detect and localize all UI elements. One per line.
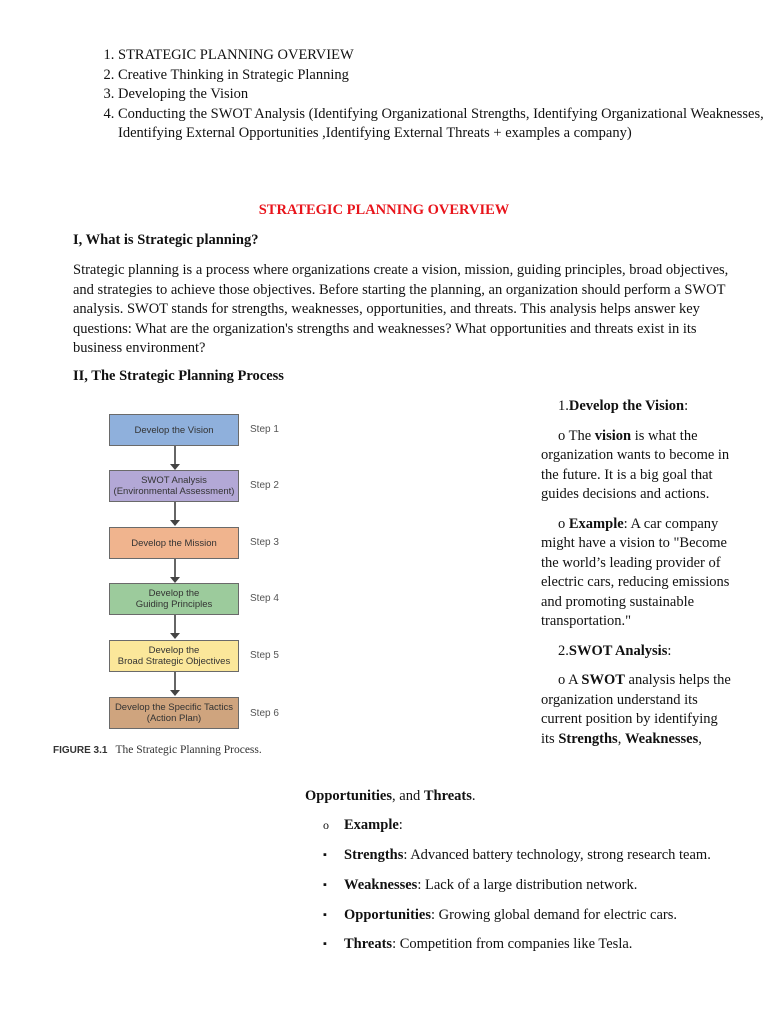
right-column — [541, 397, 731, 749]
step-4-sublabel: Guiding Principles — [135, 599, 213, 610]
toc-item: 1. STRATEGIC PLANNING OVERVIEW — [118, 46, 768, 66]
step-5-label: Develop the — [148, 645, 200, 656]
swot-paragraph-continued — [305, 787, 476, 807]
vision-title: Develop the Vision — [568, 398, 685, 414]
vision-example-text: : A car company might have a vision to "Become the world’s leading provider of electric cars, reducing emissions and promoting sustainable transportation." — [541, 515, 730, 629]
step-6-sublabel: (Action Plan) — [146, 713, 202, 724]
step-3-box — [109, 527, 239, 559]
question-1-paragraph: Strategic planning is a process where organizations create a vision, mission, guiding principles, broad objectives, and strategies to achieve those objectives. Before starting the planning, an organization should perform a SWOT analysis. SWOT stands for strengths, weaknesses, opportunities, and threats. This analysis helps answer key questions: What are the organization's strengths and weaknesses? What opportunities and threats exist in its business environment? — [73, 262, 729, 356]
bullet-o-icon: o — [558, 672, 566, 688]
step-4-box — [109, 583, 239, 615]
swot-and: , and — [392, 788, 424, 804]
swot-colon: : — [667, 642, 672, 659]
swot-text-post: analysis helps the organization understand its current position by identifying its — [541, 672, 731, 747]
vision-text-pre: The — [568, 427, 595, 444]
square-bullet-icon: ▪ — [323, 849, 327, 861]
arrow-down-icon — [170, 633, 180, 639]
table-of-contents — [72, 46, 768, 144]
planning-process-figure — [48, 403, 308, 763]
step-4-number: Step 4 — [250, 593, 279, 604]
vision-example — [541, 515, 731, 632]
list-item-label: Opportunities — [344, 907, 432, 923]
vision-paragraph — [541, 427, 731, 505]
swot-text-pre: A — [568, 672, 582, 688]
vision-text-post: is what the organization wants to become in the future. It is a big goal that guides decisions and actions. — [541, 427, 730, 502]
swot-heading — [541, 642, 731, 662]
swot-example-label: Example — [344, 817, 399, 833]
step-6-label: Develop the Specific Tactics — [114, 702, 234, 713]
list-item-text: : Competition from companies like Tesla. — [392, 936, 633, 952]
square-bullet-icon: ▪ — [323, 909, 327, 921]
swot-paragraph — [541, 671, 731, 749]
arrow-down-icon — [170, 690, 180, 696]
swot-threats-word: Threats — [423, 788, 472, 804]
vision-colon: : — [684, 398, 689, 414]
vision-bold-word: vision — [594, 427, 632, 444]
step-2-box — [109, 470, 239, 502]
connector-line — [174, 559, 176, 577]
arrow-down-icon — [170, 520, 180, 526]
swot-opportunities-word: Opportunities — [305, 788, 393, 804]
square-bullet-icon: ▪ — [323, 879, 327, 891]
toc-item: 3. Developing the Vision — [118, 85, 768, 105]
step-6-box — [109, 697, 239, 729]
toc-item: 2. Creative Thinking in Strategic Planning — [118, 66, 768, 86]
step-3-label: Develop the Mission — [131, 537, 217, 549]
step-4-label: Develop the — [148, 588, 200, 599]
step-5-box — [109, 640, 239, 672]
swot-weaknesses-word: Weaknesses — [624, 730, 699, 747]
list-item-text: : Advanced battery technology, strong research team. — [403, 847, 711, 863]
step-2-sublabel: (Environmental Assessment) — [113, 486, 235, 497]
step-6-number: Step 6 — [250, 708, 279, 719]
step-2-label: SWOT Analysis — [141, 475, 207, 486]
vision-heading — [541, 397, 731, 417]
list-item-label: Threats — [344, 936, 393, 952]
step-3-number: Step 3 — [250, 537, 279, 548]
list-item-label: Weaknesses — [344, 877, 418, 893]
vision-number: 1. — [558, 398, 569, 414]
step-5-number: Step 5 — [250, 650, 279, 661]
figure-caption — [53, 744, 262, 756]
swot-bold-word: SWOT — [581, 672, 625, 688]
list-item-text: : Lack of a large distribution network. — [417, 877, 638, 893]
bullet-o-icon: o — [558, 427, 566, 444]
list-item-label: Strengths — [344, 847, 404, 863]
swot-number: 2. — [558, 642, 569, 659]
step-1-number: Step 1 — [250, 424, 279, 435]
figure-caption-label: FIGURE 3.1 — [53, 745, 108, 756]
swot-strengths-word: Strengths — [558, 730, 618, 747]
swot-example-colon: : — [398, 817, 403, 833]
swot-title: SWOT Analysis — [568, 642, 668, 659]
question-1-heading: I, What is Strategic planning? — [73, 232, 259, 248]
connector-line — [174, 672, 176, 690]
list-item-text: : Growing global demand for electric cars. — [431, 907, 678, 923]
step-1-box — [109, 414, 239, 446]
swot-comma: , — [698, 730, 702, 747]
step-5-sublabel: Broad Strategic Objectives — [117, 656, 231, 667]
bullet-o-icon: o — [558, 515, 566, 532]
connector-line — [174, 446, 176, 464]
square-bullet-icon: ▪ — [323, 938, 327, 950]
section-title: STRATEGIC PLANNING OVERVIEW — [258, 202, 510, 218]
question-2-heading: II, The Strategic Planning Process — [73, 368, 284, 384]
figure-caption-text: The Strategic Planning Process. — [115, 744, 262, 756]
step-2-number: Step 2 — [250, 480, 279, 491]
bullet-o-icon: o — [323, 818, 329, 832]
vision-example-label: Example — [568, 515, 624, 532]
swot-period: . — [471, 788, 476, 804]
connector-line — [174, 615, 176, 633]
toc-item: 4. Conducting the SWOT Analysis (Identifying Organizational Strengths, Identifying Organizational Weaknesses, Identifying External Opportunities ,Identifying External Threats + examples a company) — [118, 105, 768, 144]
step-1-label: Develop the Vision — [134, 424, 214, 436]
connector-line — [174, 502, 176, 520]
swot-comma: , — [617, 730, 625, 747]
